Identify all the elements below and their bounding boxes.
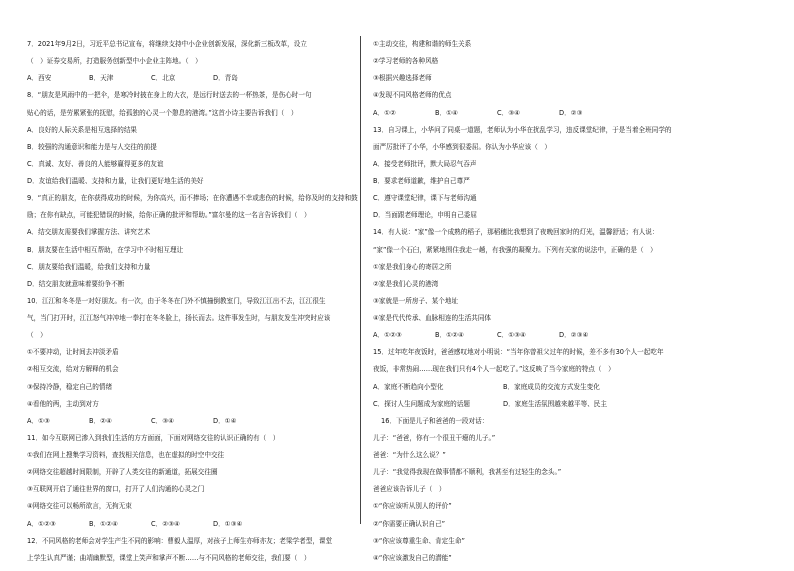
option: D．①④ [213,416,237,425]
q10-statement: ③保持冷静，稳定自己的情绪 [27,382,113,391]
q7-options [27,74,363,83]
q12-statement: ③根据兴趣选择老师 [373,74,432,83]
option: D．青岛 [213,74,238,83]
q13-stem: 面严厉批评了小华，小华感到很委屈。你认为小华应该（ ） [373,142,552,151]
option: C．③④ [497,108,521,117]
q9-option: C．朋友要给我们温暖，给我们支持和力量 [27,262,151,271]
q14-statement: ③家就是一所房子、某个地址 [373,296,459,305]
q14-statement: ②家是我们心灵的港湾 [373,279,439,288]
q14-statement: ④家是代代传承、血脉相连的生活共同体 [373,314,492,322]
option: B．天津 [89,74,114,83]
q15-stem: 夜饭，非常热闹……现在我们只有4个人一起吃了。”这反映了当今家庭的特点（ ） [373,365,615,374]
q8-option: D．友谊给我们温暖、支持和力量，让我们更好地生活的美好 [27,177,204,185]
q16-dialogue: 儿子：“爸爸，你有一个很丑干瘪的儿子。” [373,433,496,442]
q16-statement: ①“你应该听从别人的评价” [373,502,452,511]
q10-statement: ①不要冲动，让时间去冲淡矛盾 [27,348,119,357]
q14-statement: ①家是我们身心的寄居之所 [373,262,452,271]
q13-option: D．当面跟老师理论，申明自己委屈 [373,211,477,220]
q10-statement: ②相互交流，给对方解释的机会 [27,365,119,374]
q16-statement: ④“你应该激发自己的潜能” [373,553,452,562]
option: C．探讨人生问题成为家庭的话题 [373,399,470,408]
q15-stem: 15．过年吃年夜饭时，爸爸感叹地对小明说：“当年你曾祖父过年的时候，差不多有30个人一起吃年 [373,348,664,357]
column-divider [360,36,361,524]
left-column [27,40,363,571]
q10-options [27,417,363,426]
q15-options [373,383,709,392]
q11-stem: 11．如今互联网已渗入到我们生活的方方面面，下面对网络交往的认识正确的有（ ） [27,433,280,442]
q13-option: A．接受老师批评，默大局忍气吞声 [373,159,477,168]
q8-option: A．良好的人际关系是相互选择的结果 [27,125,138,134]
q7-stem: （ ）证券交易所，打造服务创新型中小企业主阵地。（ ） [27,57,202,66]
option: C．②③④ [151,519,180,528]
q16-dialogue: 爸爸：“为什么这么说？” [373,451,446,459]
q7-stem: 7．2021年9月2日，习近平总书记宣布，将继续支持中小企业创新发展，深化新三板改革，设立 [27,40,307,48]
right-column [373,40,709,571]
q12-statement: ②学习老师的各种风格 [373,57,439,66]
q14-stem: 14．有人说：“家”像一个成熟的稻子，那稻穗比我想到了夜晚回家时的灯光，温馨舒适；有人说： [373,228,659,237]
q11-statement: ④网络交往可以畅所欲言，无拘无束 [27,502,132,511]
q10-statement: ④看他的两，主动到对方 [27,399,99,408]
q14-stem: “家”像一个石臼，紧紧地围住我走一趟，有我强的凝聚力。下列有关家的说法中，正确的是（ ） [373,245,657,254]
q16-statement: ②“你需要正确认识自己” [373,519,446,528]
option: D．②③④ [559,331,589,340]
q14-options [373,331,709,340]
q12-statement: ①主动交往，构建和谐的师生关系 [373,40,472,48]
q11-statement: ①我们在网上搜集学习资料，查找相关信息，也在虚拟的时空中交往 [27,451,225,459]
option: A．①③ [27,416,50,425]
q10-stem: 10．江江和冬冬是一对好朋友。有一次，由于冬冬在门外不慎撞倒教室门，导致江江出不去，江江很生 [27,296,326,305]
option: A．①② [373,108,396,117]
option: D．①③④ [213,519,243,528]
option: B．①④ [435,108,458,117]
q8-stem: 8．“朋友是风雨中的一把伞，是寒冷时披在身上的大衣，是远行时送去的一杯热茶，是伤心时一句 [27,91,312,100]
option: B．家庭成员的交流方式发生变化 [503,382,600,391]
q9-stem: 9．“真正的朋友，在你获得成功的时候，为你高兴，而不捧场；在你遭遇不幸或悲伤的时候，给你及时的支持和鼓 [27,194,358,203]
option: C．北京 [151,74,176,83]
q15-options [373,400,709,409]
q11-statement: ②网络交往超越时间限制，开辟了人类交往的新通道，拓展交往圈 [27,468,218,477]
q12-stem: 上学生认真严谨；曲靖幽默型，课堂上笑声和掌声不断……与不同风格的老师交往，我们要（ ） [27,553,311,562]
option: A．西安 [27,74,52,83]
option: A．家庭不断趋向小型化 [373,382,444,391]
q8-option: C．真诚、友好、善良的人能够赢得更多的友谊 [27,159,164,168]
q16-dialogue: 儿子：“我觉得我现在做事情都不顺利，我甚至有过轻生的念头。” [373,468,562,477]
option: B．①②④ [435,331,464,340]
q12-statement: ④发现不同风格老师的优点 [373,91,452,100]
q9-option: D．结交朋友就意味着要纷争不断 [27,279,125,288]
q9-option: B．朋友要在生活中相互帮助，在学习中不时相互理让 [27,245,184,254]
option: C．③④ [151,416,175,425]
q8-stem: 贴心的话，是劳累紧张的抚慰，给孤独的心灵一个憩息的港湾。”这首小诗主要告诉我们（ ） [27,108,298,117]
option: C．①③④ [497,331,526,340]
q16-stem: 16．下面是儿子和爸爸的一段对话： [381,416,489,425]
q9-stem: 励；在你有缺点，可能犯错误的时候，给你正确的批评和帮助。”富尔曼的这一名言告诉我们（ ） [27,211,311,220]
option: A．①②③ [27,519,56,528]
option: B．②④ [89,416,112,425]
q13-option: C．遵守课堂纪律，课下与老师沟通 [373,194,477,203]
q16-dialogue: 爸爸应该告诉儿子（ ） [373,485,446,494]
q8-option: B．较强的沟通意识和能力是与人交往的前提 [27,142,157,151]
q16-statement: ③“你应该尊重生命、肯定生命” [373,536,465,545]
q13-option: B．要求老师道歉，维护自己尊严 [373,177,470,185]
option: D．②③ [559,108,583,117]
q11-options [27,520,363,529]
option: B．①②④ [89,519,118,528]
q9-option: A．结交朋友需要我们掌握方法、讲究艺术 [27,228,151,237]
q11-statement: ③互联网开启了通往世界的窗口，打开了人们沟通的心灵之门 [27,485,205,494]
q10-stem: （ ） [27,331,47,340]
option: A．①②③ [373,331,402,340]
q12-options [373,109,709,118]
q10-stem: 气，当门打开时，江江怒气冲冲地一拳打在冬冬脸上，扬长而去。这件事发生时，与朋友发生冲突时应该 [27,314,331,322]
option: D．家庭生活氛围越来越平等、民主 [503,399,607,408]
q13-stem: 13．自习课上，小华问了同桌一道题，老师认为小华在扰乱学习，违反课堂纪律，于是当着全班同学的 [373,125,672,134]
q12-stem: 12．不同风格的老师会对学生产生不同的影响：曹毅人温厚，对孩子上师生亦师亦友；老梁学者型，课堂 [27,536,333,545]
